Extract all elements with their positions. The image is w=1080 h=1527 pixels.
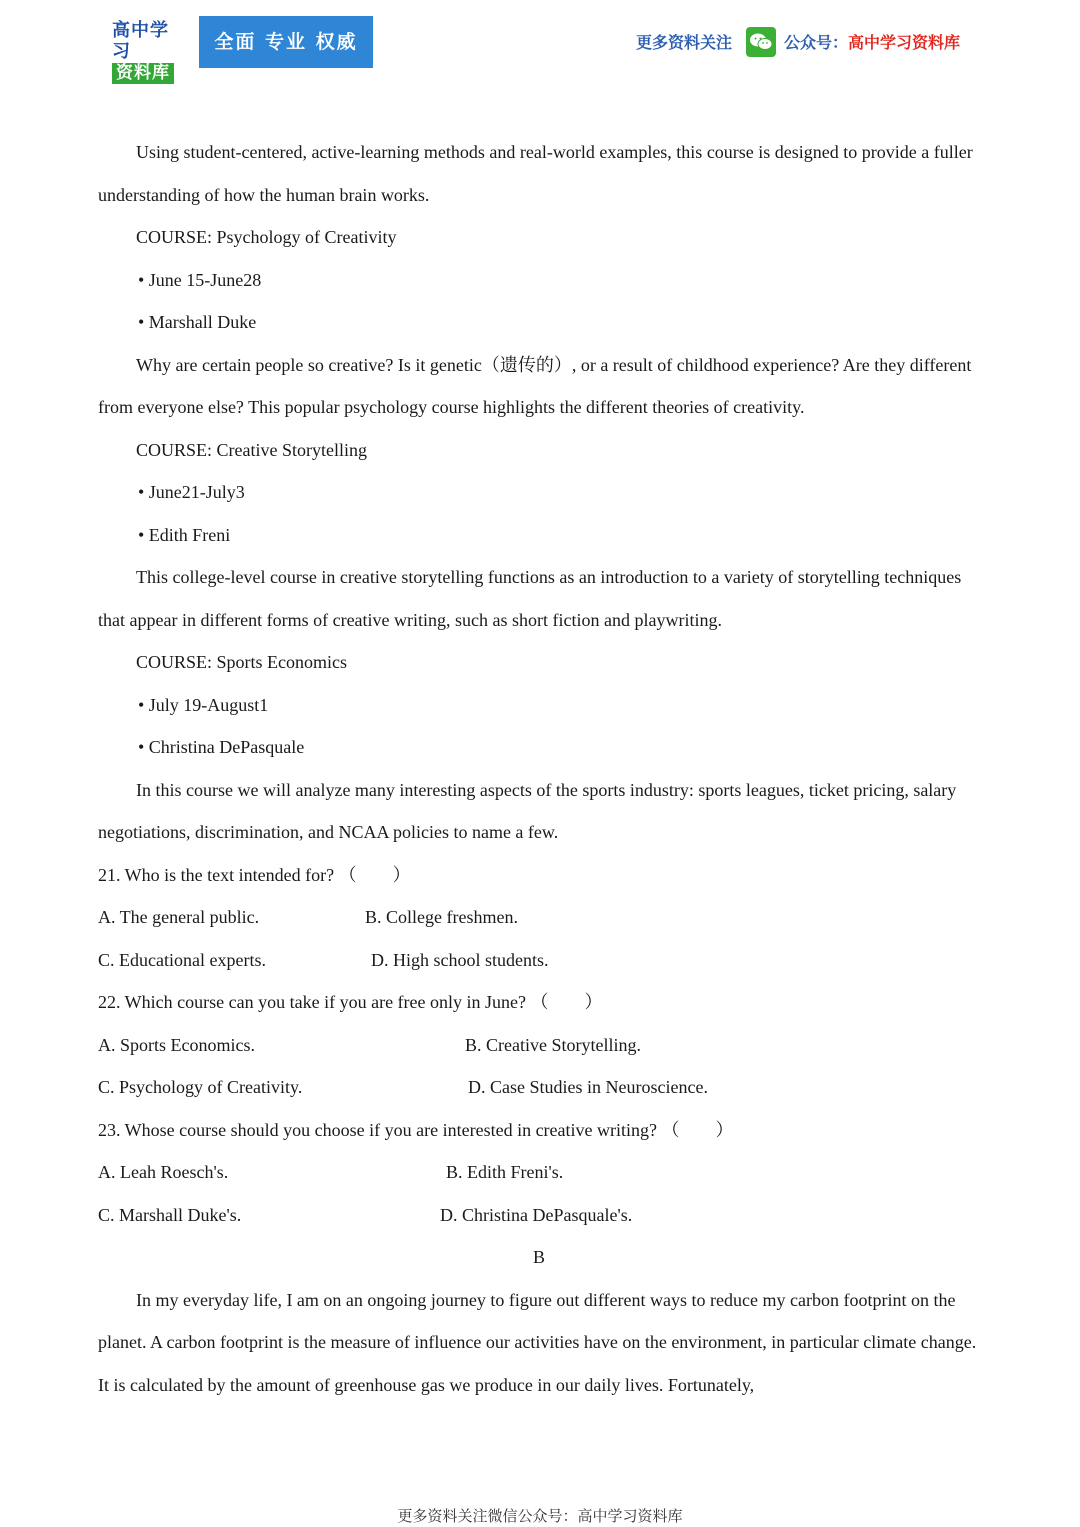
question-22-options-row-2 [98, 1066, 980, 1109]
course-date-storytelling: • June21-July3 [138, 482, 245, 502]
question-21-option-c: C. Educational experts. [98, 949, 266, 970]
course-desc-storytelling: This college-level course in creative storytelling functions as an introduction to a variety of storytelling techniques that appear in different forms of creative writing, such as short fiction and playwriting. [98, 567, 962, 630]
question-22-option-d: D. Case Studies in Neuroscience. [468, 1077, 708, 1097]
question-22-option-c: C. Psychology of Creativity. [98, 1077, 303, 1097]
site-logo [112, 20, 184, 83]
question-23-option-c: C. Marshall Duke's. [98, 1204, 242, 1225]
page-footer: 更多资料关注微信公众号：高中学习资料库 [397, 1507, 683, 1525]
document-body [98, 131, 980, 1406]
question-23-options-row-2 [98, 1194, 980, 1237]
logo-line-1: 高中学习 [112, 20, 169, 62]
section-b-paragraph: In my everyday life, I am on an ongoing journey to figure out different ways to reduce my carbon footprint on the planet. A carbon footprint is the measure of influence our activities have on the environment, in particular climate change. It is calculated by the amount of greenhouse gas we produce in our daily lives. Fortunately, [98, 1289, 977, 1395]
question-22-stem: 22. Which course can you take if you are free only in June? （ ） [98, 992, 603, 1012]
public-account-name: 高中学习资料库 [848, 33, 961, 52]
question-23-stem: 23. Whose course should you choose if you are interested in creative writing? （ ） [98, 1119, 734, 1140]
intro-paragraph: Using student-centered, active-learning methods and real-world examples, this course is designed to provide a fuller understanding of how the human brain works. [98, 142, 973, 205]
question-21-option-a: A. The general public. [98, 907, 260, 927]
question-22-option-a: A. Sports Economics. [98, 1034, 255, 1055]
question-21-option-d: D. High school students. [371, 949, 549, 970]
question-23-option-b: B. Edith Freni's. [446, 1162, 564, 1182]
question-21-stem: 21. Who is the text intended for? （ ） [98, 864, 411, 885]
course-title-creativity: COURSE: Psychology of Creativity [136, 227, 397, 247]
page-header [0, 0, 1080, 83]
course-desc-creativity: Why are certain people so creative? Is it genetic（遗传的）, or a result of childhood experience? Are they different from everyone else? This popular psychology course highlights the different theories of creativity. [98, 354, 972, 417]
course-title-storytelling: COURSE: Creative Storytelling [136, 439, 367, 460]
question-22-options-row-1 [98, 1024, 980, 1067]
question-21-options-row-2 [98, 939, 980, 982]
course-teacher-sports: • Christina DePasquale [138, 737, 305, 757]
logo-line-2: 资料库 [112, 63, 174, 84]
course-title-sports: COURSE: Sports Economics [136, 652, 348, 672]
follow-text: 更多资料关注 [636, 33, 733, 52]
wechat-icon [746, 27, 776, 57]
question-21-option-b: B. College freshmen. [365, 907, 518, 927]
question-21-options-row-1 [98, 896, 980, 939]
course-date-sports: • July 19-August1 [138, 694, 269, 715]
course-desc-sports: In this course we will analyze many interesting aspects of the sports industry: sports leagues, ticket pricing, salary negotiations, discrimination, and NCAA policies to name a few. [98, 779, 957, 842]
public-account [784, 30, 960, 53]
section-b-heading: B [532, 1247, 545, 1267]
course-teacher-storytelling: • Edith Freni [138, 524, 231, 545]
slogan-banner: 全面 专业 权威 [199, 16, 373, 68]
course-date-creativity: • June 15-June28 [138, 269, 262, 290]
question-23-option-a: A. Leah Roesch's. [98, 1162, 229, 1182]
question-23-option-d: D. Christina DePasquale's. [440, 1204, 633, 1225]
question-22-option-b: B. Creative Storytelling. [465, 1034, 641, 1055]
public-account-label: 公众号： [784, 33, 849, 52]
question-23-options-row-1 [98, 1151, 980, 1194]
course-teacher-creativity: • Marshall Duke [138, 312, 257, 332]
